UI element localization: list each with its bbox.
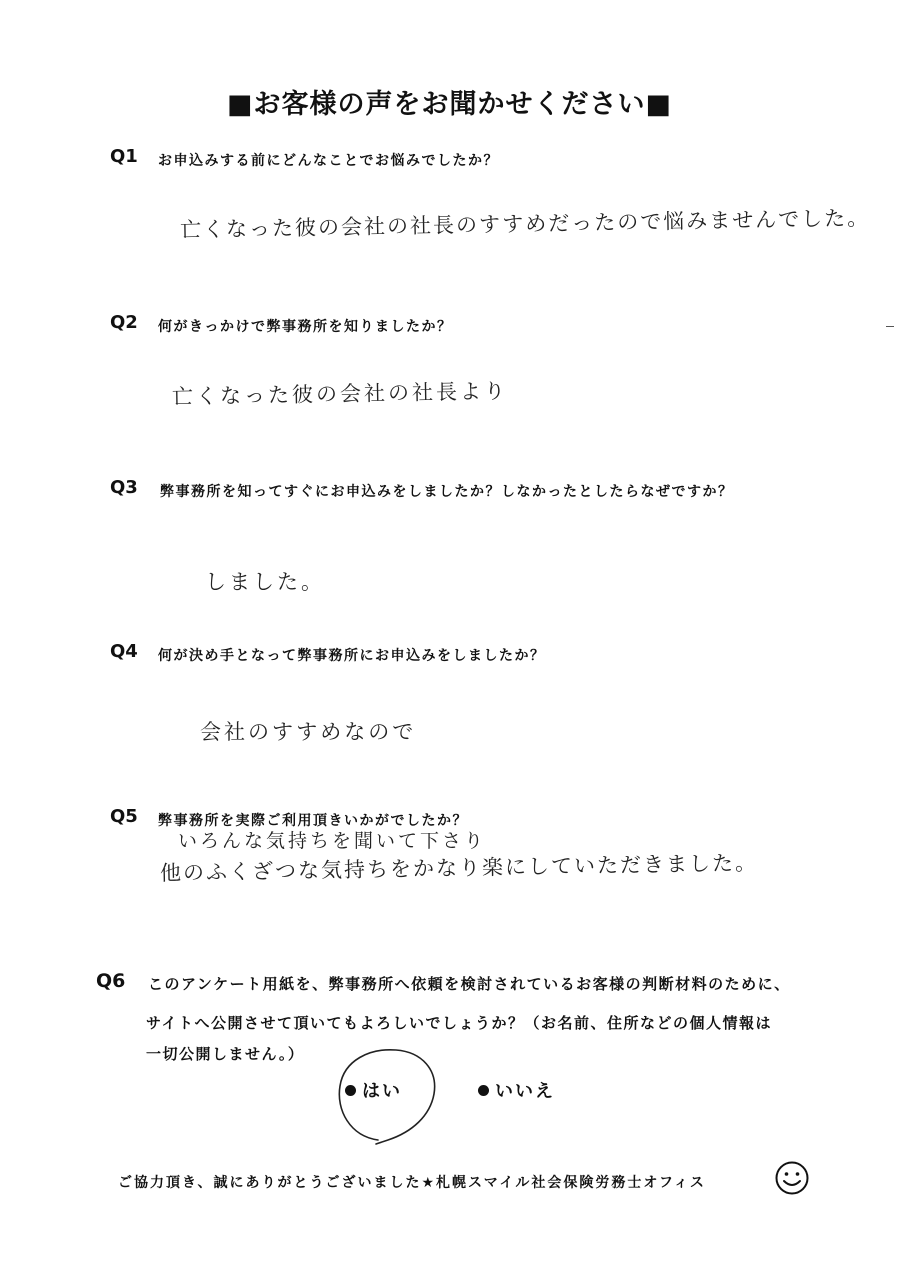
question-text-q1: お申込みする前にどんなことでお悩みでしたか？ [158,153,499,169]
option-no[interactable] [478,1077,555,1103]
answer-q5-line-2: 他のふくざつな気持ちをかなり楽にしていただきました。 [159,850,759,886]
q6-text-line-3: 一切公開しません。） [146,1045,305,1063]
option-no-label: いいえ [495,1081,555,1102]
smiley-face-icon [774,1160,810,1196]
q6-text-line-1: このアンケート用紙を、弊事務所へ依頼を検討されているお客様の判断材料のために、 [148,975,791,993]
question-text-q3: 弊事務所を知ってすぐにお申込みをしましたか？しなかったとしたらなぜですか？ [160,484,734,500]
question-number-q5: Q5 [110,806,138,827]
answer-q3: しました。 [205,570,325,594]
question-number-q6: Q6 [96,970,126,992]
footer-thanks: ご協力頂き、誠にありがとうございました★札幌スマイル社会保険労務士オフィス [118,1175,706,1191]
answer-q5-line-1: いろんな気持ちを聞いて下さり [178,830,487,852]
bullet-icon [345,1085,356,1096]
scan-speck [886,326,894,327]
answer-q4: 会社のすすめなので [200,720,417,744]
option-yes-label: はい [362,1081,402,1102]
option-yes[interactable] [345,1077,402,1103]
question-text-q2: 何がきっかけで弊事務所を知りましたか？ [158,319,453,335]
question-number-q1: Q1 [110,146,138,167]
answer-q2: 亡くなった彼の会社の社長より [171,379,509,409]
question-text-q4: 何が決め手となって弊事務所にお申込みをしましたか？ [158,648,546,664]
bullet-icon [478,1085,489,1096]
page-title: ■お客様の声をお聞かせください■ [226,89,673,120]
q6-text-line-2: サイトへ公開させて頂いてもよろしいでしょうか？（お名前、住所などの個人情報は [146,1014,772,1032]
question-number-q4: Q4 [110,641,138,662]
question-number-q2: Q2 [110,312,138,333]
answer-q1: 亡くなった彼の会社の社長のすすめだったので悩みませんでした。 [179,205,871,243]
question-text-q5: 弊事務所を実際ご利用頂きいかがでしたか？ [158,813,468,829]
question-number-q3: Q3 [110,477,138,498]
